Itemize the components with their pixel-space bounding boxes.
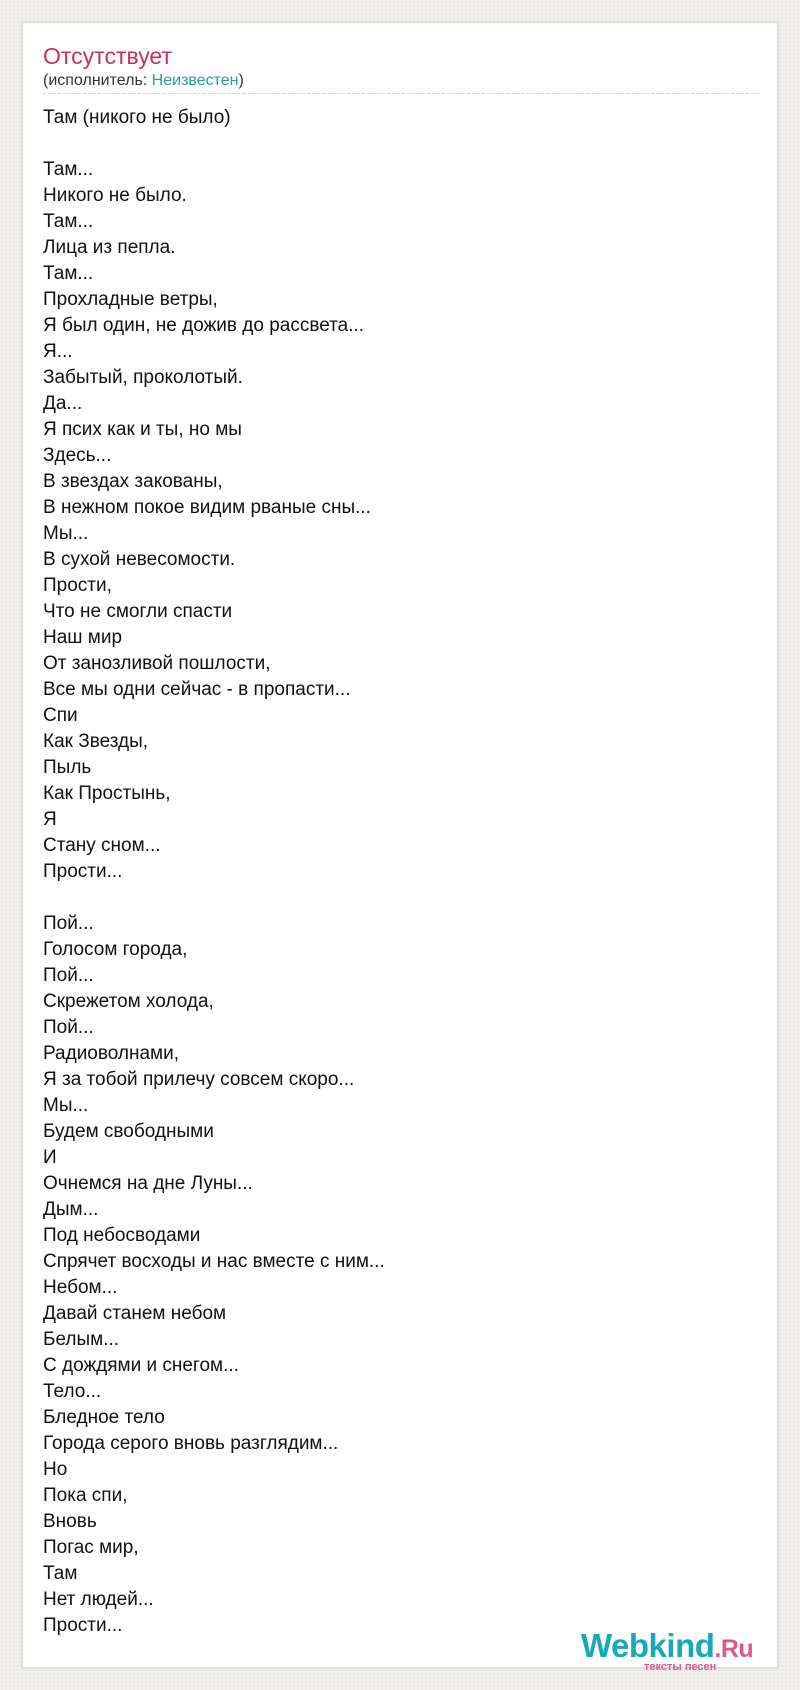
lyrics-card xyxy=(22,22,778,1668)
lyrics-line: Мы... xyxy=(43,523,89,544)
lyrics-line: Прости... xyxy=(43,1615,123,1636)
song-title: Отсутствует xyxy=(43,43,172,69)
lyrics-line: Под небосводами xyxy=(43,1225,201,1246)
lyrics-line: Тело... xyxy=(43,1381,102,1402)
lyrics-blank-line xyxy=(43,131,385,157)
lyrics-line: Погас мир, xyxy=(43,1537,139,1558)
lyrics-line: Там... xyxy=(43,211,94,232)
lyrics-line: Стану сном... xyxy=(43,835,161,856)
lyrics-line: Я псих как и ты, но мы xyxy=(43,419,242,440)
lyrics-line: Пой... xyxy=(43,1017,94,1038)
lyrics-line: Нет людей... xyxy=(43,1589,154,1610)
lyrics-line: Небом... xyxy=(43,1277,118,1298)
lyrics-line: Там... xyxy=(43,159,94,180)
lyrics-line: Прости... xyxy=(43,861,123,882)
lyrics-line: Я xyxy=(43,809,57,830)
lyrics-line: Мы... xyxy=(43,1095,89,1116)
lyrics-line: Спи xyxy=(43,705,78,726)
lyrics-line: Давай станем небом xyxy=(43,1303,227,1324)
lyrics-line: Как Звезды, xyxy=(43,731,149,752)
lyrics-line: Что не смогли спасти xyxy=(43,601,233,622)
webkind-logo[interactable] xyxy=(581,1628,781,1674)
artist-prefix: (исполнитель: xyxy=(43,72,152,89)
lyrics-line: Я... xyxy=(43,341,73,362)
lyrics-line: Города серого вновь разглядим... xyxy=(43,1433,339,1454)
lyrics-line: Скрежетом холода, xyxy=(43,991,214,1012)
lyrics-line: Я был один, не дожив до рассвета... xyxy=(43,315,365,336)
logo-suffix: .Ru xyxy=(714,1635,754,1663)
logo-tagline: тексты песен xyxy=(644,1661,717,1673)
lyrics-line: Спрячет восходы и нас вместе с ним... xyxy=(43,1251,385,1272)
lyrics-line: Пой... xyxy=(43,913,94,934)
lyrics-line: Все мы одни сейчас - в пропасти... xyxy=(43,679,351,700)
lyrics-line: И xyxy=(43,1147,57,1168)
lyrics-line: Пыль xyxy=(43,757,92,778)
lyrics-line: Прости, xyxy=(43,575,112,596)
lyrics-line: Вновь xyxy=(43,1511,97,1532)
lyrics-line: Белым... xyxy=(43,1329,120,1350)
lyrics-line: Пока спи, xyxy=(43,1485,128,1506)
lyrics-line: Бледное тело xyxy=(43,1407,165,1428)
logo-main-text: Webkind xyxy=(581,1627,715,1664)
lyrics-line: Но xyxy=(43,1459,68,1480)
lyrics-line: Там xyxy=(43,1563,78,1584)
lyrics-line: Здесь... xyxy=(43,445,112,466)
lyrics-line: Там... xyxy=(43,263,94,284)
lyrics-line: Да... xyxy=(43,393,83,414)
artist-link[interactable]: Неизвестен xyxy=(151,72,239,89)
lyrics-line: Радиоволнами, xyxy=(43,1043,180,1064)
artist-line xyxy=(43,72,244,90)
title-divider xyxy=(43,93,759,94)
lyrics-line: Очнемся на дне Луны... xyxy=(43,1173,253,1194)
lyrics-line: Голосом города, xyxy=(43,939,188,960)
lyrics-line: Прохладные ветры, xyxy=(43,289,218,310)
lyrics-line: Пой... xyxy=(43,965,94,986)
lyrics-line: В сухой невесомости. xyxy=(43,549,236,570)
lyrics-line: Никого не было. xyxy=(43,185,187,206)
lyrics-line: Дым... xyxy=(43,1199,99,1220)
lyrics-line: Забытый, проколотый. xyxy=(43,367,243,388)
lyrics-line: Я за тобой прилечу совсем скоро... xyxy=(43,1069,355,1090)
lyrics-line: В нежном покое видим рваные сны... xyxy=(43,497,371,518)
lyrics-line: Лица из пепла. xyxy=(43,237,176,258)
lyrics-line: Там (никого не было) xyxy=(43,107,231,128)
lyrics-line: С дождями и снегом... xyxy=(43,1355,239,1376)
lyrics-line: От занозливой пошлости, xyxy=(43,653,271,674)
lyrics-line: Будем свободными xyxy=(43,1121,214,1142)
lyrics-line: В звездах закованы, xyxy=(43,471,223,492)
artist-suffix: ) xyxy=(238,72,244,89)
lyrics-line: Наш мир xyxy=(43,627,123,648)
lyrics-line: Как Простынь, xyxy=(43,783,171,804)
lyrics-blank-line xyxy=(43,885,385,911)
lyrics-text xyxy=(43,105,385,1639)
